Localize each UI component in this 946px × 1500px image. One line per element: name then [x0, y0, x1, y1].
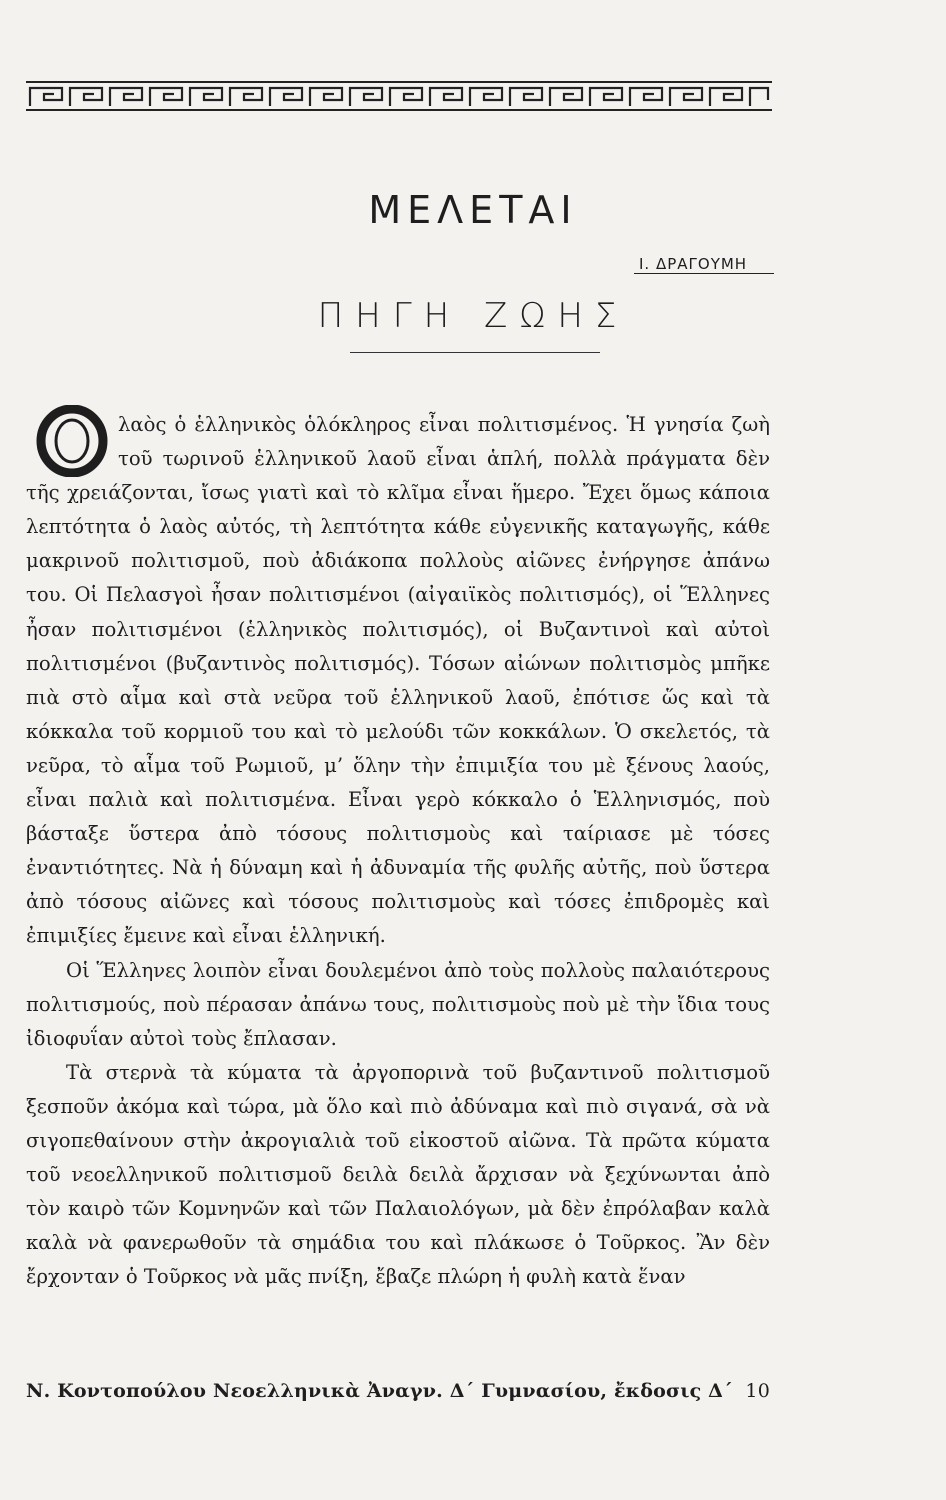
paragraph-1-text: λαὸς ὁ ἑλληνικὸς ὁλόκληρος εἶναι πολιτισμένος. Ἡ γνησία ζωὴ τοῦ τωρινοῦ ἑλληνικοῦ λαοῦ εἶναι ἁπλή, πολλὰ πράγματα δὲν τῆς χρειάζονται, ἴσως γιατὶ καὶ τὸ κλῖμα εἶναι ἥμερο. Ἔχει ὅμως κάποια λεπτότητα ὁ λαὸς αὐτός, τὴ λεπτότητα κάθε εὐγενικῆς καταγωγῆς, κάθε μακρινοῦ πολιτισμοῦ, ποὺ ἀδιάκοπα πολλοὺς αἰῶνες ἐνήργησε ἀπάνω του. Οἱ Πελασγοὶ ἦσαν πολιτισμένοι (αἰγαιϊκὸς πολιτισμός), οἱ Ἕλληνες ἦσαν πολιτισμένοι (ἑλληνικὸς πολιτισμός), οἱ Βυζαντινοὶ καὶ αὐτοὶ πολιτισμένοι (βυζαντινὸς πολιτισμός). Τόσων αἰώνων πολιτισμὸς μπῆκε πιὰ στὸ αἷμα καὶ στὰ νεῦρα τοῦ ἑλληνικοῦ λαοῦ, ἐπότισε ὥς καὶ τὰ κόκκαλα τοῦ κορμιοῦ του καὶ τὸ μελούδι τῶν κοκκάλων. Ὁ σκελετός, τὰ νεῦρα, τὸ αἷμα τοῦ Ρωμιοῦ, μ’ ὅλην τὴν ἐπιμιξία του μὲ ξένους λαούς, εἶναι παλιὰ καὶ πολιτισμένα. Εἶναι γερὸ κόκκαλο ὁ Ἑλληνισμός, ποὺ βάσταξε ὕστερα ἀπὸ τόσους πολιτισμοὺς καὶ ταίριασε μὲ τόσες ἐναντιότητες. Νὰ ἡ δύναμη καὶ ἡ ἀδυναμία τῆς φυλῆς αὐτῆς, ποὺ ὕστερα ἀπὸ τόσους αἰῶνες καὶ τόσους πολιτισμοὺς καὶ τόσες ἐπιδρομὲς καὶ ἐπιμιξίες ἔμεινε καὶ εἶναι ἑλληνική.: [26, 413, 770, 948]
greek-key-border-ornament: [24, 78, 774, 114]
author-name: Ι. ΔΡΑΓΟΥΜΗ: [639, 255, 748, 273]
paragraph-1: [26, 408, 770, 954]
page-footer: [26, 1380, 770, 1402]
footer-book-line: Ν. Κοντοπούλου Νεοελληνικὰ Ἀναγν. Δ΄ Γυμνασίου, ἔκδοσις Δ΄: [26, 1380, 733, 1402]
page-number: 10: [745, 1380, 770, 1402]
essay-title: ΠΗΓΗ ΖΩΗΣ: [317, 296, 629, 336]
author-underline: [634, 273, 774, 274]
section-title: ΜΕΛΕΤΑΙ: [368, 188, 578, 232]
article-body: [26, 408, 770, 1294]
drop-cap-space: [26, 408, 118, 468]
title-underline: [350, 352, 600, 353]
paragraph-3: Τὰ στερνὰ τὰ κύματα τὰ ἀργοπορινὰ τοῦ βυζαντινοῦ πολιτισμοῦ ξεσποῦν ἀκόμα καὶ τώρα, μὰ ὅλο καὶ πιὸ ἀδύναμα καὶ πιὸ σιγανά, σὰ νὰ σιγοπεθαίνουν στὴν ἀκρογιαλιὰ τοῦ εἰκοστοῦ αἰῶνα. Τὰ πρῶτα κύματα τοῦ νεοελληνικοῦ πολιτισμοῦ δειλὰ δειλὰ ἄρχισαν νὰ ξεχύνωνται ἀπὸ τὸν καιρὸ τῶν Κομνηνῶν καὶ τῶν Παλαιολόγων, μὰ δὲν ἐπρόλαβαν καλὰ καλὰ νὰ φανερωθοῦν τὰ σημάδια του καὶ πλάκωσε ὁ Τοῦρκος. Ἂν δὲν ἔρχονταν ὁ Τοῦρκος νὰ μᾶς πνίξη, ἔβαζε πλώρη ἡ φυλὴ κατὰ ἕναν: [26, 1060, 770, 1289]
paragraph-2: Οἱ Ἕλληνες λοιπὸν εἶναι δουλεμένοι ἀπὸ τοὺς πολλοὺς παλαιότερους πολιτισμούς, ποὺ πέρασαν ἀπάνω τους, πολιτισμοὺς ποὺ μὲ τὴν ἴδια τους ἰδιοφυΐαν αὐτοὶ τοὺς ἔπλασαν.: [26, 958, 770, 1050]
drop-cap-letter: Ο: [72, 441, 73, 442]
